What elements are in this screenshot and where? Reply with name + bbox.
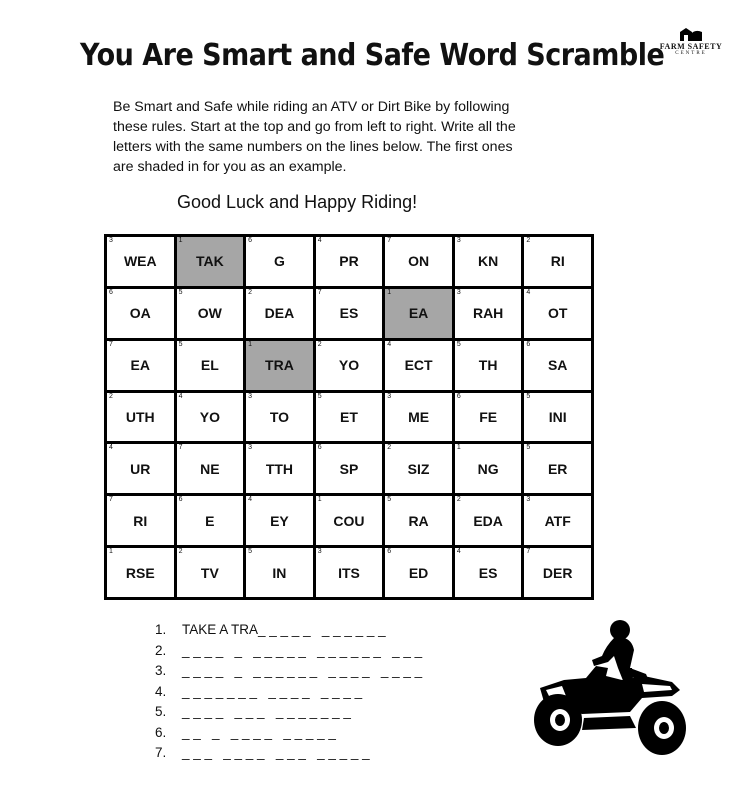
cell-number: 1 [109, 548, 113, 556]
grid-cell [316, 341, 383, 390]
cell-number: 6 [248, 237, 253, 244]
grid-cell [246, 341, 313, 390]
cell-number: 7 [387, 237, 392, 244]
cell-letters: TV [200, 564, 219, 581]
answer-number: 6. [155, 724, 167, 740]
grid-cell [177, 341, 244, 390]
cell-number: 1 [178, 237, 183, 244]
logo-name: FARM SAFETY [659, 42, 723, 51]
cell-letters: TH [478, 357, 498, 374]
cell-letters: RI [133, 512, 148, 529]
answer-blanks: _ _ _ _ _ _ _ _ _ _ _ _ [182, 724, 336, 740]
grid-cell [455, 289, 522, 338]
cell-number: 2 [317, 340, 322, 348]
cell-number: 2 [387, 444, 392, 452]
cell-number: 1 [456, 444, 461, 452]
cell-letters: E [205, 512, 215, 529]
cell-number: 3 [248, 444, 253, 452]
cell-number: 3 [109, 237, 113, 244]
grid-cell [177, 237, 244, 286]
cell-letters: ITS [338, 564, 360, 581]
cell-letters: UTH [125, 408, 155, 425]
cell-letters: TTH [265, 460, 294, 477]
grid-cell [385, 341, 452, 390]
grid-cell [177, 289, 244, 338]
cell-number: 5 [387, 496, 392, 504]
cell-number: 2 [526, 237, 531, 244]
cell-number: 3 [456, 288, 461, 296]
cell-number: 7 [109, 340, 113, 348]
answer-blanks: TAKE A TRA_ _ _ _ _ _ _ _ _ _ _ [182, 622, 386, 637]
cell-number: 7 [317, 288, 322, 296]
grid-cell [524, 341, 591, 390]
cell-letters: ES [478, 564, 498, 581]
cell-number: 2 [109, 392, 113, 400]
cell-number: 7 [178, 444, 183, 452]
grid-cell [524, 444, 591, 493]
answer-number: 1. [155, 622, 167, 637]
cell-letters: ED [408, 564, 429, 581]
cell-number: 4 [178, 392, 183, 400]
grid-cell [177, 444, 244, 493]
cell-number: 6 [109, 288, 113, 296]
cell-letters: TRA [265, 357, 294, 374]
answer-number: 2. [155, 642, 167, 658]
answer-blanks: _ _ _ _ _ _ _ _ _ _ _ _ _ _ _ [182, 745, 370, 760]
answer-line [155, 663, 422, 684]
answer-blanks: _ _ _ _ _ _ _ _ _ _ _ _ _ _ _ _ _ _ _ [182, 663, 423, 678]
answer-line [155, 704, 422, 725]
cell-letters: G [273, 253, 285, 270]
grid-cell [246, 393, 313, 442]
cell-letters: EA [130, 357, 150, 374]
answer-number: 7. [155, 745, 167, 760]
cell-number: 5 [456, 340, 461, 348]
cell-number: 3 [248, 392, 253, 400]
grid-cell [316, 548, 383, 597]
cell-letters: ATF [544, 512, 571, 529]
grid-cell [316, 289, 383, 338]
grid-cell [455, 393, 522, 442]
cell-letters: INI [548, 408, 567, 425]
grid-cell [524, 393, 591, 442]
cell-number: 4 [526, 288, 531, 296]
cell-letters: OA [129, 305, 151, 322]
answer-line [155, 622, 422, 643]
cell-number: 6 [387, 548, 392, 556]
cell-letters: NG [477, 460, 499, 477]
page-title: You Are Smart and Safe Word Scramble [80, 38, 665, 73]
grid-cell [385, 496, 452, 545]
cell-number: 4 [317, 237, 322, 244]
answer-line [155, 643, 422, 664]
grid-cell [107, 393, 174, 442]
grid-cell [455, 496, 522, 545]
cell-letters: EL [200, 357, 219, 374]
grid-cell [107, 496, 174, 545]
cell-letters: TAK [195, 253, 224, 270]
cell-letters: FE [479, 408, 498, 425]
cell-letters: YO [199, 408, 220, 425]
answer-line [155, 725, 422, 746]
grid-cell [107, 548, 174, 597]
cell-letters: DEA [264, 305, 295, 322]
cell-letters: SP [339, 460, 359, 477]
cell-letters: SIZ [407, 460, 430, 477]
grid-cell [316, 237, 383, 286]
cell-number: 5 [526, 392, 531, 400]
cell-letters: ER [547, 460, 568, 477]
grid-cell [316, 496, 383, 545]
cell-number: 6 [317, 444, 322, 452]
grid-cell [316, 444, 383, 493]
cell-number: 4 [387, 340, 392, 348]
cell-number: 3 [456, 237, 461, 244]
cell-letters: ES [339, 305, 359, 322]
cell-number: 2 [178, 548, 183, 556]
answer-number: 4. [155, 683, 167, 699]
cell-number: 5 [317, 392, 322, 400]
cell-number: 2 [248, 288, 253, 296]
cell-number: 6 [526, 340, 531, 348]
cell-number: 4 [456, 548, 461, 556]
answer-lines [155, 622, 422, 766]
cell-letters: IN [272, 564, 287, 581]
grid-cell [107, 289, 174, 338]
answer-line [155, 745, 422, 766]
cell-number: 5 [526, 444, 531, 452]
grid-cell [177, 496, 244, 545]
grid-cell [524, 289, 591, 338]
cell-letters: KN [478, 253, 499, 270]
cell-letters: OW [197, 305, 222, 322]
grid-cell [107, 444, 174, 493]
logo-subtitle: CENTRE [675, 51, 707, 56]
cell-letters: RSE [125, 564, 155, 581]
cell-letters: EA [408, 305, 429, 322]
instructions-text: Be Smart and Safe while riding an ATV or Dirt Bike by following these rules. Start at the top and go from left to right. Write all the letters with the same numbers on the lines below. The first ones are shaded in for you as an example. [113, 99, 516, 175]
cell-letters: TO [269, 408, 290, 425]
grid-cell [455, 237, 522, 286]
grid-cell [455, 341, 522, 390]
cell-letters: RI [550, 253, 565, 270]
grid-cell [385, 444, 452, 493]
grid-cell [246, 496, 313, 545]
atv-rider-icon [522, 616, 692, 766]
grid-cell [385, 393, 452, 442]
cell-number: 4 [248, 496, 253, 504]
grid-cell [385, 289, 452, 338]
cell-number: 5 [248, 548, 253, 556]
grid-cell [107, 237, 174, 286]
answer-number: 5. [155, 704, 167, 719]
grid-cell [246, 237, 313, 286]
cell-letters: RA [408, 512, 429, 529]
cell-letters: NE [200, 460, 220, 477]
cell-letters: COU [333, 512, 365, 529]
cell-number: 6 [178, 496, 183, 504]
grid-cell [246, 289, 313, 338]
word-scramble-grid [104, 234, 594, 600]
cell-letters: YO [338, 357, 360, 374]
grid-cell [455, 444, 522, 493]
cell-letters: WEA [123, 253, 157, 270]
grid-cell [107, 341, 174, 390]
cell-number: 3 [317, 548, 322, 556]
answer-number: 3. [155, 663, 167, 678]
cell-letters: PR [339, 253, 359, 270]
grid-cell [177, 393, 244, 442]
grid-cell [385, 237, 452, 286]
answer-blanks: _ _ _ _ _ _ _ _ _ _ _ _ _ _ [182, 704, 351, 719]
cell-number: 1 [387, 288, 392, 296]
grid-cell [177, 548, 244, 597]
cell-letters: OT [547, 305, 568, 322]
cell-letters: RAH [472, 305, 504, 322]
grid-cell [524, 496, 591, 545]
grid-cell [455, 548, 522, 597]
cell-number: 7 [526, 548, 531, 556]
cell-letters: UR [130, 460, 151, 477]
cell-letters: ME [408, 408, 430, 425]
good-luck-text: Good Luck and Happy Riding! [177, 192, 418, 212]
answer-blanks: _ _ _ _ _ _ _ _ _ _ _ _ _ _ _ _ _ _ _ [182, 642, 423, 658]
cell-number: 5 [178, 340, 183, 348]
cell-letters: SA [547, 357, 568, 374]
cell-number: 3 [387, 392, 392, 400]
cell-number: 1 [317, 496, 322, 504]
grid-cell [316, 393, 383, 442]
cell-letters: ON [408, 253, 430, 270]
grid-cell [385, 548, 452, 597]
cell-letters: ET [340, 408, 358, 425]
answer-line [155, 684, 422, 705]
cell-letters: EY [270, 512, 289, 529]
answer-blanks: _ _ _ _ _ _ _ _ _ _ _ _ _ _ _ [182, 683, 363, 699]
cell-number: 3 [526, 496, 531, 504]
cell-number: 2 [456, 496, 461, 504]
cell-number: 6 [456, 392, 461, 400]
grid-cell [246, 444, 313, 493]
grid-cell [524, 237, 591, 286]
cell-letters: DER [542, 564, 573, 581]
cell-letters: EDA [473, 512, 503, 529]
grid-cell [524, 548, 591, 597]
cell-number: 7 [109, 496, 113, 504]
grid-cell [246, 548, 313, 597]
cell-number: 5 [178, 288, 183, 296]
cell-letters: ECT [404, 357, 433, 374]
cell-number: 1 [248, 340, 253, 348]
cell-number: 4 [109, 444, 113, 452]
